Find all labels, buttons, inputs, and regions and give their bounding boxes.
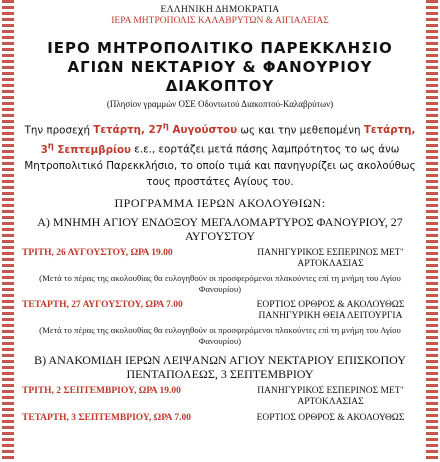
- program-title: ΠΡΟΓΡΑΜΜΑ ΙΕΡΩΝ ΑΚΟΛΟΥΘΙΩΝ:: [114, 195, 326, 210]
- schedule-service: ΠΑΝΗΓΥΡΙΚΟΣ ΕΣΠΕΡΙΝΟΣ ΜΕΤ’ ΑΡΤΟΚΛΑΣΙΑΣ: [257, 247, 404, 269]
- intro-text-2: ως και την μεθεπομένη: [237, 124, 364, 137]
- country-header: ΕΛΛΗΝΙΚΗ ΔΗΜΟΚΡΑΤΙΑ: [160, 5, 280, 15]
- schedule-time: ΤΡΙΤΗ, 2 ΣΕΠΤΕΜΒΡΙΟΥ, ΩΡΑ 19.00: [22, 385, 181, 396]
- schedule-row: [22, 386, 418, 408]
- schedule-time: ΤΕΤΑΡΤΗ, 3 ΣΕΠΤΕΜΒΡΙΟΥ, ΩΡΑ 7.00: [22, 412, 192, 423]
- schedule-time: ΤΕΤΑΡΤΗ, 27 ΑΥΓΟΥΣΤΟΥ, ΩΡΑ 7.00: [22, 299, 183, 310]
- document-body: [22, 0, 418, 424]
- schedule-service: ΠΑΝΗΓΥΡΙΚΟΣ ΕΣΠΕΡΙΝΟΣ ΜΕΤ’ ΑΡΤΟΚΛΑΣΙΑΣ: [257, 385, 404, 407]
- schedule-row: [22, 248, 418, 270]
- schedule-note: (Μετά το πέρας της ακολουθίας θα ευλογηθούν οι προσφερόμενοι πλακούντες επί τη μνήμη του Αγίου Φανουρίου): [39, 272, 401, 294]
- intro-text-1: Την προσεχή: [24, 124, 94, 137]
- schedule-row: [22, 300, 418, 322]
- schedule-row: [22, 413, 418, 424]
- right-ornament-border: [426, 0, 440, 462]
- intro-paragraph: [22, 119, 418, 190]
- schedule-note: (Μετά το πέρας της ακολουθίας θα ευλογηθούν οι προσφερόμενοι πλακούντες επί τη μνήμη του Αγίου Φανουρίου): [39, 324, 401, 346]
- intro-text-3: ε.ε., εορτάζει μετά πάσης λαμπρότητος το ως άνω Μητροπολιτικό Παρεκκλήσιο, το οποίο τιμά και πανηγυρίζει ως ακολούθως τους προστάτες Αγίους του.: [24, 143, 416, 188]
- diocese-header: ΙΕΡΑ ΜΗΤΡΟΠΟΛΙΣ ΚΑΛΑΒΡΥΤΩΝ & ΑΙΓΙΑΛΕΙΑΣ: [111, 16, 329, 26]
- title-line-2: ΑΓΙΩΝ ΝΕΚΤΑΡΙΟΥ & ΦΑΝΟΥΡΙΟΥ: [67, 58, 373, 76]
- section-b-heading: Β) ΑΝΑΚΟΜΙΔΗ ΙΕΡΩΝ ΛΕΙΨΑΝΩΝ ΑΓΙΟΥ ΝΕΚΤΑΡΙΟΥ ΕΠΙΣΚΟΠΟΥ ΠΕΝΤΑΠΟΛΕΩΣ, 3 ΣΕΠΤΕΜΒΡΙΟΥ: [34, 352, 406, 381]
- schedule-service: ΕΟΡΤΙΟΣ ΟΡΘΡΟΣ & ΑΚΟΛΟΥΘΩΣ ΠΑΝΗΓΥΡΙΚΗ ΘΕΙΑ ΛΕΙΤΟΥΡΓΙΑ: [256, 299, 405, 321]
- schedule-time: ΤΡΙΤΗ, 26 ΑΥΓΟΥΣΤΟΥ, ΩΡΑ 19.00: [22, 247, 173, 258]
- schedule-service: ΕΟΡΤΙΟΣ ΟΡΘΡΟΣ & ΑΚΟΛΟΥΘΩΣ: [256, 412, 405, 423]
- date-2: Τετάρτη, $3^\eta$ Σεπτεμβρίου: [40, 124, 416, 156]
- left-ornament-border: [0, 0, 14, 462]
- title-line-3: ΔΙΑΚΟΠΤΟΥ: [165, 77, 275, 95]
- document-title: [22, 39, 418, 96]
- section-a-heading: Α) ΜΝΗΜΗ ΑΓΙΟΥ ΕΝΔΟΞΟΥ ΜΕΓΑΛΟΜΑΡΤΥΡΟΣ ΦΑΝΟΥΡΙΟΥ, 27 ΑΥΓΟΥΣΤΟΥ: [37, 214, 403, 243]
- location-note: (Πλησίον γραμμών ΟΣΕ Οδοντωτού Διακοπτού-Καλαβρύτων): [106, 99, 334, 109]
- title-line-1: ΙΕΡΟ ΜΗΤΡΟΠΟΛΙΤΙΚΟ ΠΑΡΕΚΚΛΗΣΙΟ: [47, 39, 393, 57]
- date-1: Τετάρτη, $27^\eta$ Αυγούστου: [93, 122, 238, 137]
